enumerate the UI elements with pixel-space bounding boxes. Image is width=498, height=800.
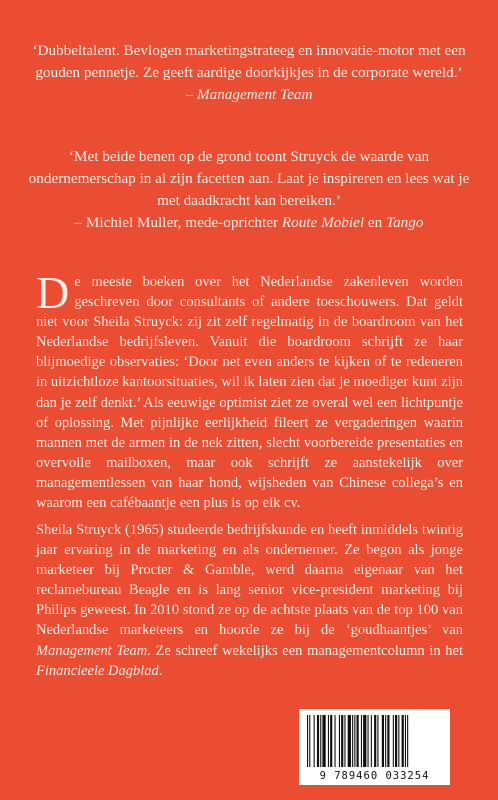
barcode-bar bbox=[387, 715, 389, 767]
quote-michiel-muller bbox=[20, 146, 478, 234]
attribution-company-2: Tango bbox=[386, 214, 424, 231]
barcode-bar bbox=[368, 715, 369, 767]
barcode-bar bbox=[339, 715, 340, 767]
quote-text: ‘Dubbeltalent. Bevlogen marketingstrateeg en innovatie-motor met een gouden pennetje. Ze geeft aardige doorkijkjes in de corporate wereld.’ bbox=[32, 42, 466, 81]
barcode-bar bbox=[374, 715, 376, 767]
quote-management-team bbox=[20, 40, 478, 106]
barcode-bar bbox=[398, 715, 399, 767]
barcode-bar bbox=[385, 715, 386, 767]
author-bio bbox=[36, 520, 463, 681]
barcode-bar bbox=[309, 715, 310, 767]
barcode-bar bbox=[382, 715, 384, 767]
barcode-bar bbox=[348, 715, 351, 767]
barcode-bar bbox=[395, 715, 397, 767]
barcode-bar bbox=[352, 715, 353, 767]
barcode-bar bbox=[335, 715, 336, 767]
barcode-bar bbox=[357, 715, 359, 767]
bio-italic-management-team: Management Team bbox=[36, 642, 148, 659]
barcode-bar bbox=[377, 715, 378, 767]
barcode-bar bbox=[407, 715, 408, 767]
attribution-prefix: – Michiel Muller, mede-oprichter bbox=[74, 214, 282, 231]
barcode-bar bbox=[344, 715, 345, 767]
drop-cap: D bbox=[36, 267, 70, 318]
barcode-bars bbox=[307, 715, 442, 767]
barcode-bar bbox=[322, 715, 325, 767]
isbn-barcode bbox=[299, 709, 450, 785]
barcode-bar bbox=[328, 715, 329, 767]
barcode-bar bbox=[371, 715, 372, 767]
description-text: e meeste boeken over het Nederlandse zakenleven worden geschreven door consultants of andere toeschouwers. Dat geldt niet voor Sheila Struyck: zij zit zelf regelmatig in de boardroom van het Nederlandse bedrijfsleven. Vanuit die boardroom schrijft ze haar blijmoedige observaties: ‘Door net even anders te kijken of te redeneren in uitzichtloze kantoorsituaties, wil ik laten zien dat je moediger kunt zijn dan je zelf denkt.’ Als eeuwige optimist ziet ze overal wel een lichtpuntje of oplossing. Met pijnlijke eerlijkheid fileert ze vergaderingen waarin mannen met de armen in de nek zitten, slecht voorbereide presentaties en overvolle mailboxen, maar ook schrijft ze aanstekelijk over managementlessen van haar hond, wijsheden van Chinese collega’s en waarom een cafébaantje een plus is op elk cv. bbox=[36, 274, 463, 512]
attribution-company-1: Route Mobiel bbox=[281, 214, 365, 231]
barcode-bar bbox=[307, 715, 308, 767]
barcode-bar bbox=[393, 715, 394, 767]
quote-attribution bbox=[20, 212, 478, 234]
attribution-source: Management Team bbox=[196, 86, 313, 103]
barcode-bar bbox=[402, 715, 404, 767]
isbn-number: 9 789460 033254 bbox=[319, 770, 430, 782]
quote-text: ‘Met beide benen op de grond toont Struyck de waarde van ondernemerschap in al zijn facetten aan. Laat je inspireren en lees wat je met daadkracht kan bereiken.’ bbox=[28, 148, 470, 209]
barcode-bar bbox=[405, 715, 406, 767]
barcode-bar bbox=[314, 715, 315, 767]
attribution-mid: en bbox=[364, 214, 387, 231]
barcode-bar bbox=[354, 715, 355, 767]
bio-text-3: . bbox=[158, 662, 163, 679]
bio-text-2: . Ze schreef wekelijks een managementcolumn in het bbox=[147, 642, 463, 659]
attribution-prefix: – bbox=[185, 86, 197, 103]
barcode-bar bbox=[363, 715, 366, 767]
bio-italic-financieele-dagblad: Financieele Dagblad bbox=[36, 662, 159, 679]
barcode-bar bbox=[317, 715, 319, 767]
book-description bbox=[36, 267, 463, 513]
barcode-bar bbox=[320, 715, 321, 767]
bio-text-1: Sheila Struyck (1965) studeerde bedrijfskunde en heeft inmiddels twintig jaar ervaring in de marketing en als ondernemer. Ze begon als jonge marketeer bij Procter & Gamble, werd daarna eigenaar van het reclamebureau Beagle en is lang senior vice-president marketing bij Philips geweest. In 2010 stond ze op de achtste plaats van de top 100 van Nederlandse marketeers en hoorde ze bij de ‘goudhaantjes’ van bbox=[36, 522, 463, 639]
barcode-bar bbox=[341, 715, 343, 767]
barcode-bar bbox=[361, 715, 362, 767]
barcode-bar bbox=[330, 715, 332, 767]
quote-attribution bbox=[20, 84, 478, 106]
